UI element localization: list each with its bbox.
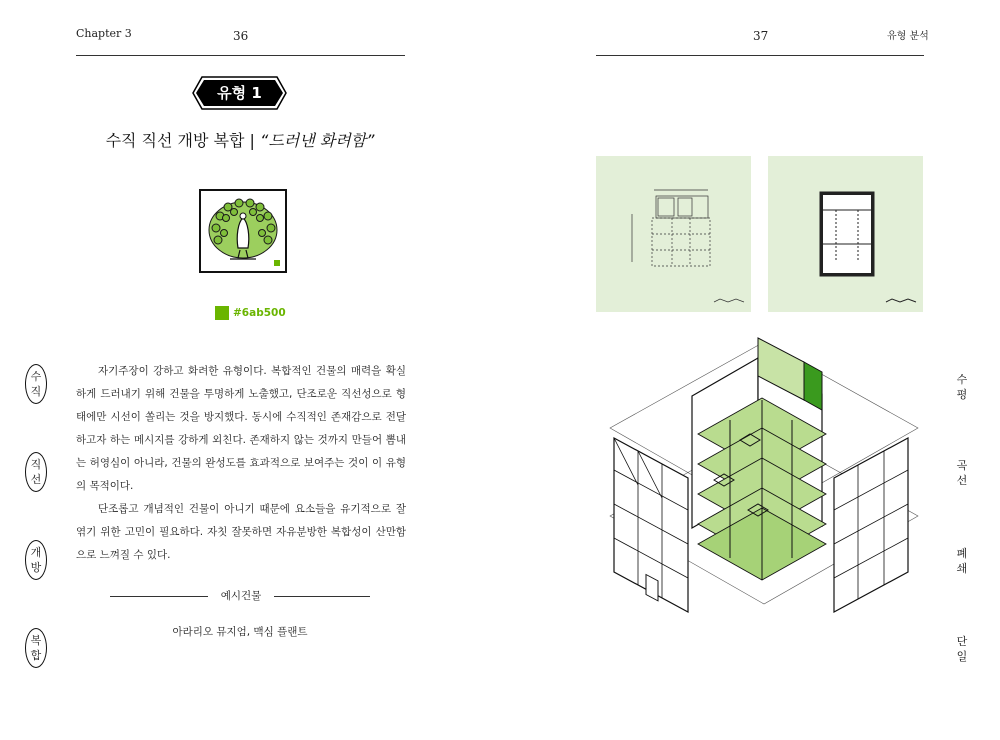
tag-single: 단 일 <box>956 635 968 663</box>
floor-plan-drawing-1 <box>596 156 751 312</box>
body-text <box>76 360 406 567</box>
tag-closed: 폐 쇄 <box>956 547 968 575</box>
page-title <box>60 128 420 151</box>
tag-curved: 곡 선 <box>956 459 968 487</box>
badge-label: 유형 1 <box>217 84 262 102</box>
title-quote: “드러낸 화려함” <box>260 131 375 150</box>
floor-plan-panel-2 <box>768 156 923 312</box>
tag-horizontal: 수 평 <box>956 373 968 401</box>
floor-plan-panel-1 <box>596 156 751 312</box>
header-rule-left <box>76 55 405 56</box>
peacock-illustration <box>198 188 288 274</box>
example-buildings: 아라리오 뮤지엄, 맥심 플랜트 <box>172 626 308 638</box>
tag-straight: 직 선 <box>25 452 47 492</box>
paragraph-2: 단조롭고 개념적인 건물이 아니기 때문에 요소들을 유기적으로 잘 엮기 위한 고민이 필요하다. 자칫 잘못하면 자유분방한 복합성이 산만함으로 느껴질 수 있다. <box>76 503 406 561</box>
tag-complex: 복 합 <box>25 628 47 668</box>
color-hex-label: #6ab500 <box>233 307 286 319</box>
section-label: 유형 분석 <box>887 31 929 42</box>
header-rule-right <box>596 55 924 56</box>
color-swatch <box>215 306 229 320</box>
tag-vertical: 수 직 <box>25 364 47 404</box>
type-badge <box>192 76 287 110</box>
page-number-right: 37 <box>753 29 769 43</box>
title-main: 수직 직선 개방 복합 | <box>105 131 261 150</box>
example-heading: 예시건물 <box>220 590 262 602</box>
page-number-left: 36 <box>233 29 249 43</box>
chapter-label: Chapter 3 <box>76 27 132 40</box>
floor-plan-drawing-2 <box>768 156 923 312</box>
example-rule-right <box>274 596 370 597</box>
example-rule-left <box>110 596 208 597</box>
tag-open: 개 방 <box>25 540 47 580</box>
paragraph-1: 자기주장이 강하고 화려한 유형이다. 복합적인 건물의 매력을 확실하게 드러내기 위해 건물을 투명하게 노출했고, 단조로운 직선성으로 형태에만 시선이 쏠리는 것을 방지했다. 동시에 수직적인 존재감으로 전달하고자 하는 메시지를 강하게 외친다. 존재하지 않는 것까지 만들어 뽐내는 허영심이 아니라, 건물의 완성도를 효과적으로 보여주는 것이 이 유형의 목적이다. <box>76 365 406 492</box>
axonometric-drawing <box>600 330 930 620</box>
